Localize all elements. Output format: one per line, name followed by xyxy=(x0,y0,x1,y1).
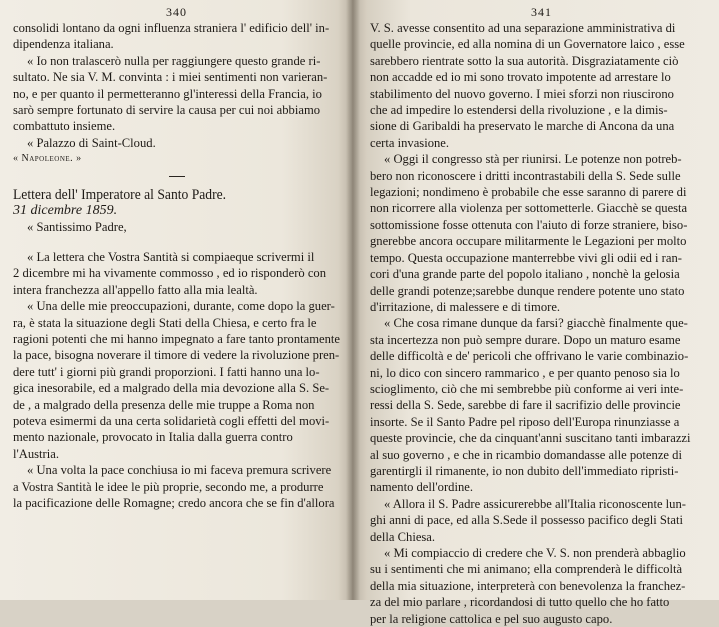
paragraph xyxy=(13,249,340,298)
text-line: ragioni potenti che mi hanno impegnato a fare tanto prontamente xyxy=(13,331,340,346)
text-line: ressi della S. Sede, sarebbe di fare il sacrifizio delle provincie xyxy=(370,398,681,413)
text-line: sione di Garibaldi ha preservato le marche di Ancona da una xyxy=(370,119,675,134)
text-line: sarò sempre fortunato di servire la causa per cui noi abbiamo xyxy=(13,103,321,118)
page-number: 341 xyxy=(531,5,552,19)
page-text xyxy=(370,20,713,627)
paragraph xyxy=(370,496,713,545)
text-line: 2 dicembre mi ha vivamente commosso , ed io risponderò con xyxy=(13,266,327,281)
text-line: delle grandi potenze;sarebbe dunque rendere potente uno stato xyxy=(370,283,685,298)
left-page xyxy=(0,0,352,600)
text-line: « La lettera che Vostra Santità si compiaeque scrivermi il xyxy=(27,249,315,264)
text-line: « Oggi il congresso stà per riunirsi. Le potenze non potreb- xyxy=(384,152,682,167)
text-line: certa invasione. xyxy=(370,135,450,150)
text-line: scioglimento, ciò che mi sembrebbe più conforme ai veri inte- xyxy=(370,381,684,396)
text-line: della Chiesa. xyxy=(370,529,436,544)
letter-salutation: « Santissimo Padre, xyxy=(27,220,127,235)
text-line: cori d'una grande parte del popolo italiano , nonchè la gelosia xyxy=(370,267,680,282)
text-line: queste provincie, che da cinquant'anni suscitano tanti imbarazzi xyxy=(370,431,691,446)
text-line: de , a malgrado della presenza delle mie truppe a Roma non xyxy=(13,397,315,412)
text-line: delle difficoltà e de' pericoli che offrivano le varie combinazio- xyxy=(370,349,689,364)
text-line: dipendenza italiana. xyxy=(13,37,114,52)
text-line: su i sentimenti che mi animano; ella comprenderà le difficoltà xyxy=(370,562,683,577)
section-divider xyxy=(169,176,185,177)
text-line: combattuto insieme. xyxy=(13,119,116,134)
text-line: a Vostra Santità le idee le più proprie, secondo me, a produrre xyxy=(13,479,324,494)
text-line: che ad impedire lo estendersi della rivoluzione , e la dimis- xyxy=(370,103,668,118)
text-line: la pace, bisogna noverare il timore di vedere la rivoluzione pren- xyxy=(13,348,340,363)
book-gutter xyxy=(346,0,360,600)
text-line: insorte. Se il Santo Padre pel riposo dell'Europa rinunziasse a xyxy=(370,414,680,429)
paragraph xyxy=(370,545,713,627)
text-line: sottomissione fosse ottenuta con l'aiuto di forze straniere, biso- xyxy=(370,217,688,232)
text-line: « Una volta la pace conchiusa io mi faceva premura scrivere xyxy=(27,463,332,478)
text-line: mento nazionale, provocato in Italia dalla guerra contro xyxy=(13,430,293,445)
text-line: della mia situazione, interpreterà con benevolenza la franchez- xyxy=(370,578,686,593)
text-line: « Una delle mie preoccupazioni, durante, come dopo la guer- xyxy=(27,299,335,314)
text-line: bero non riconoscere i dritti incontrastabili della S. Sede sulle xyxy=(370,168,681,183)
text-line: d'irritazione, di malessere e di timore. xyxy=(370,299,561,314)
paragraph xyxy=(370,151,713,315)
letter-date: 31 dicembre 1859. xyxy=(13,203,118,219)
signature-text: « Napoleone. » xyxy=(13,153,82,165)
text-line: ni, lo dico con sincero rammarico , e per quanto penoso sia lo xyxy=(370,365,680,380)
text-line: dere tutt' i giorni più grandi proporzioni. I fatti hanno una lo- xyxy=(13,364,320,379)
text-line: ghi anni di pace, ed alla S.Sede il possesso pacifico degli Stati xyxy=(370,513,684,528)
text-line: consolidi lontano da ogni influenza straniera l' edificio dell' in- xyxy=(13,21,330,35)
letter-heading: Lettera dell' Imperatore al Santo Padre. xyxy=(13,186,227,202)
text-line: « Mi compiaccio di credere che V. S. non prenderà abbaglio xyxy=(384,546,686,560)
text-line: stabilimento del nuovo governo. I miei sforzi non riuscirono xyxy=(370,86,674,101)
text-line: quelle provincie, ed alla nomina di un Governatore laico , esse xyxy=(370,37,685,52)
paragraph xyxy=(370,20,713,151)
paragraph xyxy=(13,462,340,511)
text-line: non ricorrere alla violenza per sottometterle. Giacchè se questa xyxy=(370,201,688,216)
letter-signature xyxy=(13,151,340,167)
text-line: « Io non tralascerò nulla per raggiungere questo grande ri- xyxy=(27,53,321,68)
right-page xyxy=(352,0,719,626)
text-line: no, e per quanto il permetteranno gl'interessi della Francia, io xyxy=(13,86,322,101)
page-text xyxy=(13,20,340,511)
text-line: tempo. Questa occupazione manterrebbe vivi gli odii ed i ran- xyxy=(370,250,682,265)
text-line: intera franchezza all'appello fatto alla mia lealtà. xyxy=(13,282,258,297)
paragraph xyxy=(13,53,340,135)
text-line: legazioni; nondimeno è probabile che esse saranno di parere di xyxy=(370,185,687,200)
text-line: l'Austria. xyxy=(13,446,59,461)
text-line: sarebbero rientrate sotto la sua autorità. Disgraziatamente ciò xyxy=(370,53,679,68)
text-line: per la religione cattolica e pel suo augusto capo. xyxy=(370,611,613,626)
page-number: 340 xyxy=(166,5,187,19)
text-line: non accadde ed io mi sono trovato impotente ad arrestare lo xyxy=(370,70,671,85)
text-line: la pacificazione delle Romagne; credo ancora che se fin d'allora xyxy=(13,495,335,510)
paragraph xyxy=(13,298,340,462)
text-line: sta incertezza non può sempre durare. Dopo un maturo esame xyxy=(370,332,681,347)
text-line: gnerebbe ancora occupare militarmente le Legazioni per molto xyxy=(370,234,687,249)
text-line: poteva esimermi da una certa solidarietà cogli effetti del movi- xyxy=(13,413,330,428)
text-line: « Allora il S. Padre assicurerebbe all'Italia riconoscente lun- xyxy=(384,496,686,511)
paragraph xyxy=(370,315,713,495)
text-line: al suo governo , e che in ricambio domandasse alle potenze di xyxy=(370,447,682,462)
text-line: namento dell'ordine. xyxy=(370,480,473,495)
text-line: za del mio parlare , ricordandosi di tutto quello che ho fatto xyxy=(370,595,670,610)
text-line: V. S. avesse consentito ad una separazione amministrativa di xyxy=(370,21,676,35)
text-line: gica inesorabile, ed a malgrado della mia devozione alla S. Se- xyxy=(13,381,330,396)
text-line: ra, è stata la situazione degli Stati della Chiesa, e certo fra le xyxy=(13,315,317,330)
text-line: « Che cosa rimane dunque da farsi? giacchè finalmente que- xyxy=(384,316,688,331)
text-line: sultato. Ne sia V. M. convinta : i miei sentimenti non varieran- xyxy=(13,70,328,85)
letter-place: « Palazzo di Saint-Cloud. xyxy=(27,135,156,150)
text-line: garentirgli il rimanente, io non dubito dell'immediato ripristi- xyxy=(370,463,679,478)
